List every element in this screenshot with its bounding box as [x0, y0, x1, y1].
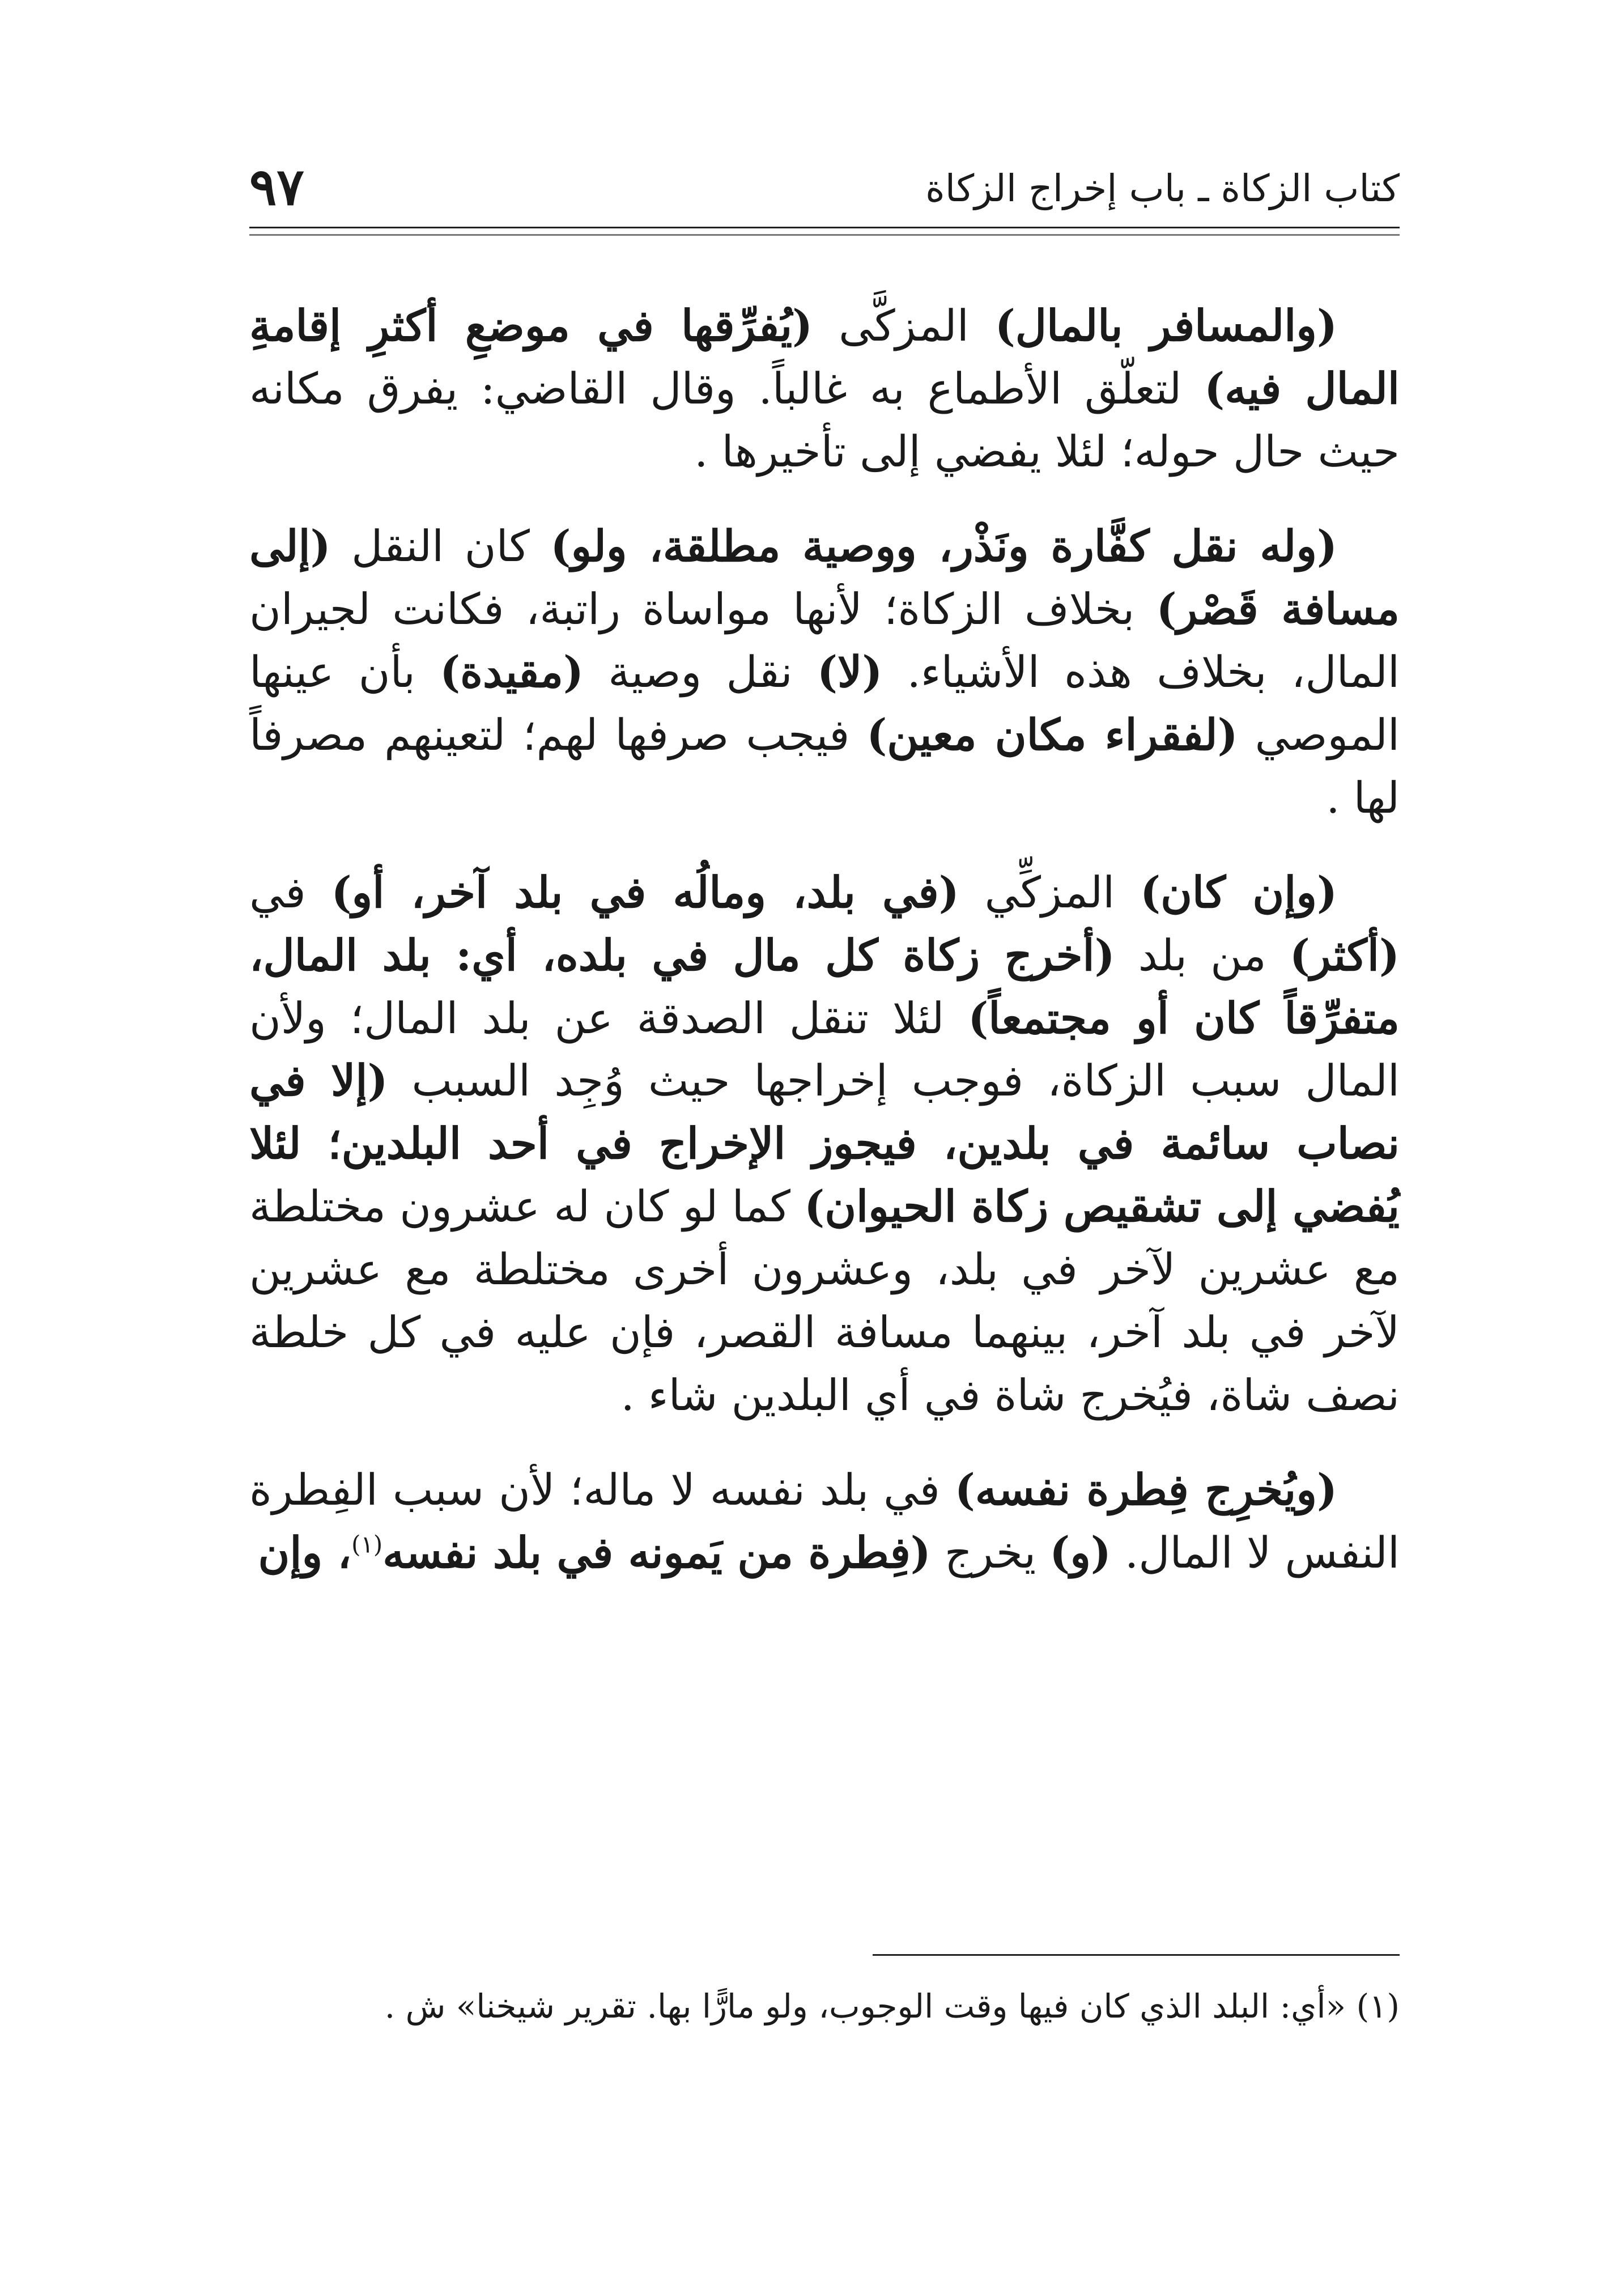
commentary-text: يخرج — [930, 1527, 1050, 1578]
footnote-text: «أي: البلد الذي كان فيها وقت الوجوب، ولو مارًّا بها. تقرير شيخنا» ش . — [384, 1987, 1346, 2026]
matn-text: (وله نقل كفَّارة ونَذْر، ووصية مطلقة، ولو) — [550, 520, 1337, 571]
paragraph — [249, 861, 1400, 1428]
commentary-text: لتعلّق الأطماع به غالباً. وقال القاضي: يفرق مكانه حيث حال حوله؛ لئلا يفضي إلى تأخيرها . — [249, 363, 1400, 477]
commentary-text: بخلاف الزكاة؛ لأنها مواساة راتبة، فكانت لجيران المال، بخلاف هذه الأشياء. — [249, 583, 1400, 697]
commentary-text: من بلد — [1115, 929, 1290, 980]
commentary-text: لئلا تنقل الصدقة عن بلد المال؛ ولأن المال سبب الزكاة، فوجب إخراجها حيث وُجِد السبب — [249, 992, 1400, 1106]
matn-text: (أخرج زكاة كل مال في بلده، أي: بلد المال، متفرِّقاً كان أو مجتمعاً) — [249, 929, 1400, 1043]
matn-text: (مقيدة) — [440, 646, 584, 697]
footnote — [249, 1984, 1400, 2029]
matn-text: (فِطرة من يَمونه في بلد نفسه — [382, 1527, 931, 1578]
header-divider — [249, 227, 1400, 236]
matn-text: (ويُخرِج فِطرة نفسه) — [954, 1464, 1337, 1515]
matn-text: (في بلد، ومالُه في بلد آخر، أو) — [331, 867, 959, 918]
footnote-marker: (١) — [1356, 1987, 1400, 2026]
page-header — [249, 159, 1400, 215]
paragraph — [249, 515, 1400, 830]
footnote-reference: (١) — [351, 1530, 383, 1559]
commentary-text: كان النقل — [330, 520, 551, 571]
page-number: ٩٧ — [249, 157, 304, 217]
matn-text: (و) — [1049, 1527, 1111, 1578]
matn-text: (يُفرِّقها في موضعِ أكثرِ إقامةِ المال فيه) — [249, 300, 1400, 414]
commentary-text: المزكَّى — [813, 300, 995, 351]
matn-text: (أكثر) — [1289, 929, 1400, 980]
commentary-text: في بلد نفسه لا ماله؛ لأن سبب الفِطرة النفس لا المال. — [249, 1464, 1400, 1578]
commentary-text: كما لو كان له عشرون مختلطة مع عشرين لآخر في بلد، وعشرون أخرى مختلطة مع عشرين لآخر في بلد آخر، بينهما مسافة القصر، فإن عليه في كل خلطة نصف شاة، فيُخرج شاة في أي البلدين شاء . — [249, 1181, 1400, 1421]
matn-text: ، وإن — [258, 1527, 352, 1578]
paragraph — [249, 1459, 1400, 1585]
commentary-text: بأن عينها الموصي — [249, 646, 1400, 760]
paragraph — [249, 295, 1400, 483]
matn-text: (إلا في نصاب سائمة في بلدين، فيجوز الإخراج في أحد البلدين؛ لئلا يُفضي إلى تشقيص زكاة الحيوان) — [249, 1055, 1400, 1232]
footnote-divider — [873, 1954, 1400, 1956]
running-title: كتاب الزكاة ـ باب إخراج الزكاة — [925, 167, 1400, 210]
matn-text: (والمسافر بالمال) — [994, 300, 1337, 351]
matn-text: (لفقراء مكان معين) — [866, 709, 1238, 760]
commentary-text: فيجب صرفها لهم؛ لتعينهم مصرفاً لها . — [249, 709, 1400, 823]
matn-text: (إلى مسافة قَصْر) — [249, 520, 1400, 634]
commentary-text: في — [249, 867, 331, 918]
matn-text: (لا) — [817, 646, 883, 697]
commentary-text: المزكِّي — [959, 867, 1141, 918]
commentary-text: نقل وصية — [583, 646, 818, 697]
body-text — [249, 295, 1400, 1616]
matn-text: (وإن كان) — [1140, 867, 1337, 918]
